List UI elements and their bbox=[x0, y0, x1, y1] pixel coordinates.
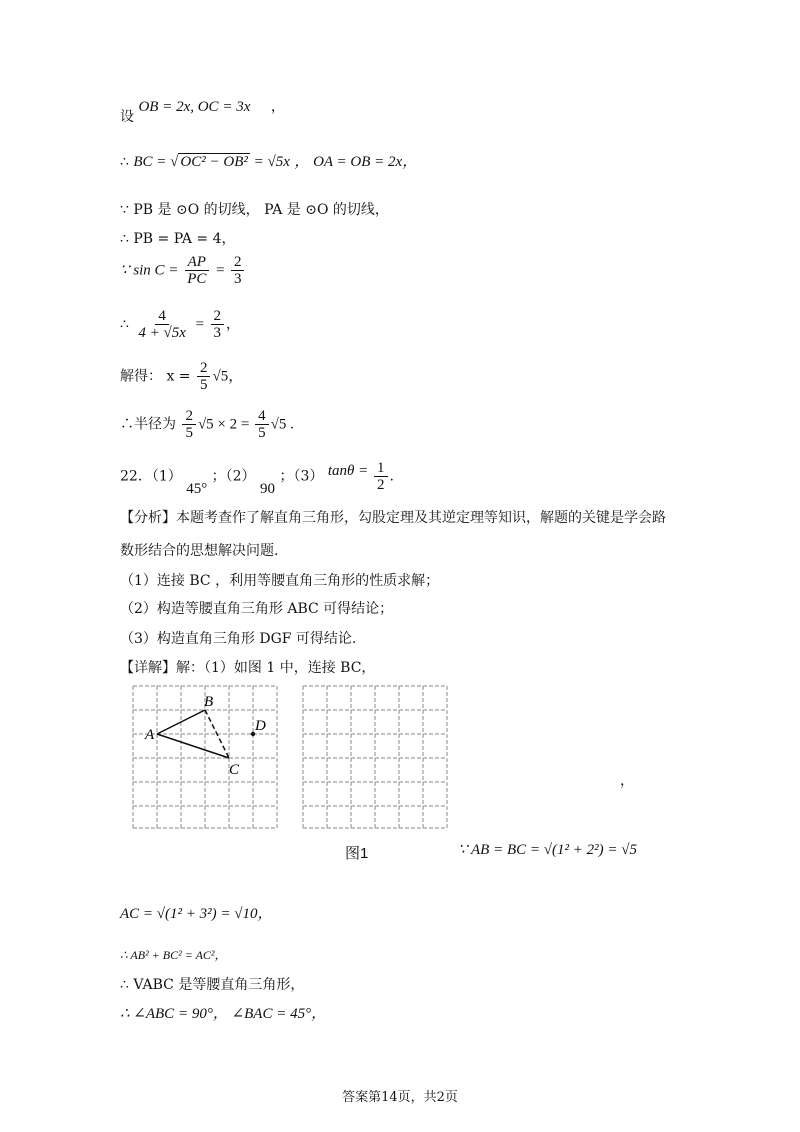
line-ab-bc: ∵ AB = BC = √(1² + 2²) = √5 bbox=[458, 842, 637, 858]
radius-label: ∴半径为 bbox=[120, 416, 181, 433]
segment-ac bbox=[157, 734, 229, 758]
text-suffix: ， bbox=[270, 99, 285, 115]
label-d: D bbox=[255, 718, 266, 734]
text-suffix: . bbox=[389, 468, 394, 485]
line-ac: AC = √(1² + 3²) = √10， bbox=[120, 906, 273, 922]
therefore-symbol: ∴ bbox=[120, 316, 134, 333]
numerator: 1 bbox=[374, 460, 388, 477]
label-c: C bbox=[229, 762, 240, 778]
grid-figure-left bbox=[128, 682, 284, 832]
denominator: 3 bbox=[213, 325, 221, 341]
step-2 bbox=[120, 598, 393, 618]
math-expression: = √5x bbox=[249, 154, 290, 170]
fraction bbox=[197, 360, 211, 393]
math-expression: √5， bbox=[212, 368, 244, 385]
numerator: 2 bbox=[211, 308, 225, 325]
line-angles bbox=[120, 1002, 326, 1023]
line-pb-pa bbox=[120, 228, 235, 248]
trailing-comma: ， bbox=[620, 773, 634, 789]
text-prefix: 设 bbox=[120, 109, 134, 125]
math-expression: ∵ sin C = bbox=[120, 262, 183, 279]
denominator: 5 bbox=[258, 425, 266, 441]
grid-figure-right bbox=[300, 682, 452, 832]
answer-value-1: 45° bbox=[186, 480, 208, 497]
numerator: 2 bbox=[197, 360, 211, 377]
line-sum-squares bbox=[120, 946, 227, 963]
equals: = bbox=[211, 262, 229, 279]
fraction bbox=[374, 460, 388, 493]
numerator: 2 bbox=[182, 408, 196, 425]
line-isosceles bbox=[120, 974, 304, 994]
step-1 bbox=[120, 570, 439, 590]
fraction bbox=[211, 308, 225, 341]
line-radius bbox=[120, 408, 294, 441]
fraction bbox=[231, 254, 245, 287]
line-equation bbox=[120, 308, 240, 341]
answer-label-3: ；（3） bbox=[279, 468, 324, 485]
line-q22-answers bbox=[120, 460, 394, 497]
step-text: （2）构造等腰直角三角形 ABC 可得结论； bbox=[120, 601, 394, 617]
analysis-line-1 bbox=[120, 507, 666, 527]
page-footer: 答案第14页，共2页 bbox=[342, 1090, 458, 1105]
line-let bbox=[120, 96, 285, 125]
detail-text: 【详解】解：（1）如图 1 中，连接 BC， bbox=[120, 660, 376, 676]
numerator: AP bbox=[185, 254, 209, 271]
numerator: 4 bbox=[155, 308, 169, 325]
analysis-line-2 bbox=[120, 540, 278, 560]
analysis-text: 【分析】本题考查作了解直角三角形，勾股定理及其逆定理等知识，解题的关键是学会路 bbox=[120, 510, 666, 526]
text-suffix: ， bbox=[226, 316, 240, 333]
step-text: （1）连接 BC ，利用等腰直角三角形的性质求解； bbox=[120, 573, 440, 589]
denominator: 5 bbox=[199, 377, 208, 393]
figure-caption: 图1 bbox=[345, 845, 369, 862]
denominator: 3 bbox=[233, 271, 242, 287]
step-text: （3）构造直角三角形 DGF 可得结论. bbox=[120, 631, 357, 647]
numerator: 4 bbox=[255, 408, 269, 425]
line-tangent bbox=[120, 199, 389, 219]
math-expression: ， OA = OB = 2x， bbox=[294, 154, 418, 170]
answer-value-2: 90 bbox=[260, 480, 276, 497]
statement-text: ∵ PB 是 ⊙O 的切线， PA 是 ⊙O 的切线， bbox=[120, 202, 389, 218]
line-solve bbox=[120, 360, 243, 393]
denominator: PC bbox=[187, 271, 207, 287]
math-expression: ∴ ∠ABC = 90°， ∠BAC = 45°， bbox=[120, 1006, 327, 1022]
fraction bbox=[182, 408, 196, 441]
detail-line bbox=[120, 657, 375, 677]
answer-label-2: ；（2） bbox=[211, 468, 256, 485]
denominator: 2 bbox=[377, 477, 385, 493]
fraction bbox=[184, 254, 209, 287]
statement-text: ∴ PB = PA = 4， bbox=[120, 231, 236, 247]
answer-label-1: 22．（1） bbox=[120, 468, 182, 485]
label-a: A bbox=[145, 727, 155, 743]
label-b: B bbox=[204, 694, 214, 710]
equals: = bbox=[190, 316, 209, 333]
math-expression: OB = 2x, OC = 3x bbox=[138, 99, 251, 115]
analysis-text: 数形结合的思想解决问题. bbox=[120, 543, 279, 559]
line-sin bbox=[120, 254, 246, 287]
denominator: 5 bbox=[185, 425, 193, 441]
numerator: 2 bbox=[231, 254, 245, 271]
step-3 bbox=[120, 628, 356, 648]
math-expression: √5 × 2 = bbox=[197, 416, 254, 433]
denominator: 4 + √5x bbox=[138, 325, 186, 341]
fraction bbox=[255, 408, 269, 441]
fraction bbox=[135, 308, 189, 341]
math-expression: ∴ AB² + BC² = AC²， bbox=[120, 948, 227, 962]
math-expression: BC = bbox=[133, 154, 171, 170]
therefore-symbol: ∴ bbox=[120, 154, 129, 170]
radicand: OC² − OB² bbox=[180, 154, 248, 170]
math-expression: √5 . bbox=[270, 416, 294, 433]
solve-label: 解得： x = bbox=[120, 368, 195, 385]
line-bc: ∴ BC = √ OC² − OB² = √5x ， OA = OB = 2x， bbox=[120, 154, 418, 170]
statement-text: ∴ VABC 是等腰直角三角形， bbox=[120, 977, 305, 993]
math-expression: tanθ = bbox=[327, 462, 373, 479]
